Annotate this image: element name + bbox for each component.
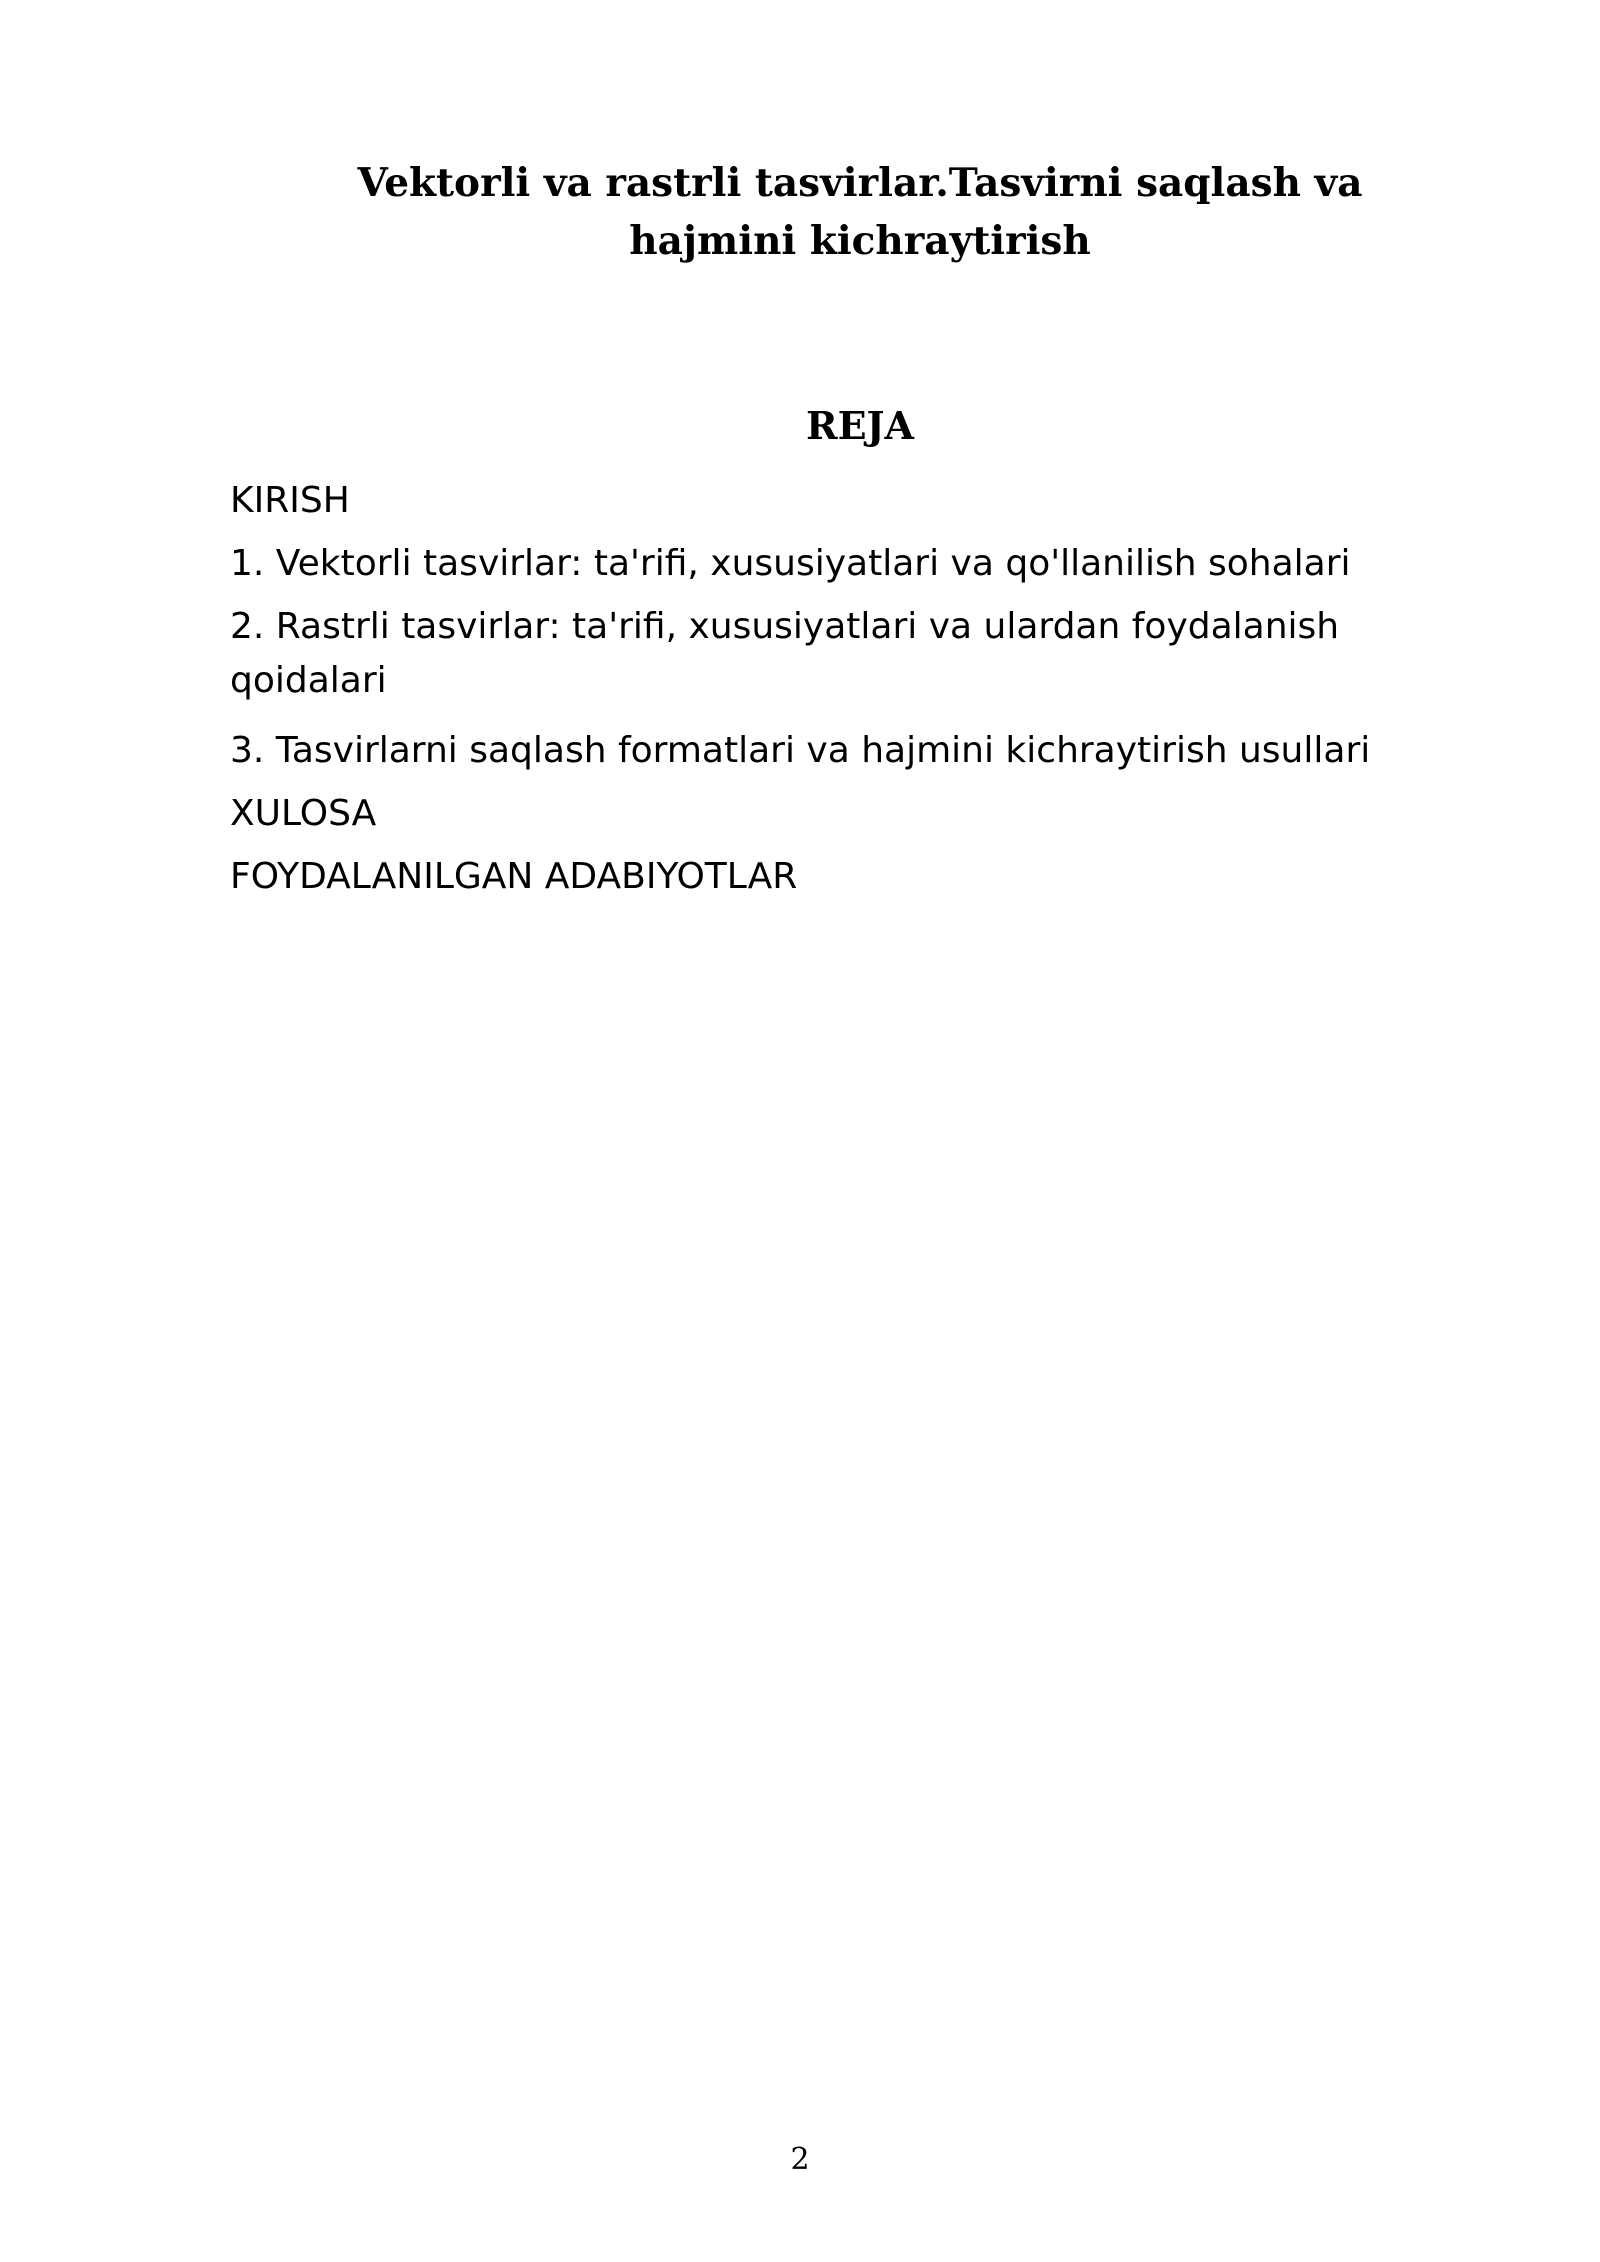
plan-item-saving-formats: 3. Tasvirlarni saqlash formatlari va hajmini kichraytirish usullari: [230, 730, 1371, 771]
plan-heading: REJA: [805, 403, 914, 448]
plan-item-vector-images: 1. Vektorli tasvirlar: ta'rifi, xususiyatlari va qo'llanilish sohalari: [230, 543, 1351, 584]
page-number: 2: [790, 2142, 810, 2177]
plan-item-conclusion: XULOSA: [230, 793, 377, 834]
plan-item-references: FOYDALANILGAN ADABIYOTLAR: [230, 856, 798, 897]
plan-item-introduction: KIRISH: [230, 480, 350, 521]
plan-item-raster-images: 2. Rastrli tasvirlar: ta'rifi, xususiyatlari va ulardan foydalanish qoidalari: [230, 606, 1340, 701]
page-title: Vektorli va rastrli tasvirlar.Tasvirni saqlash va hajmini kichraytirish: [357, 160, 1363, 264]
